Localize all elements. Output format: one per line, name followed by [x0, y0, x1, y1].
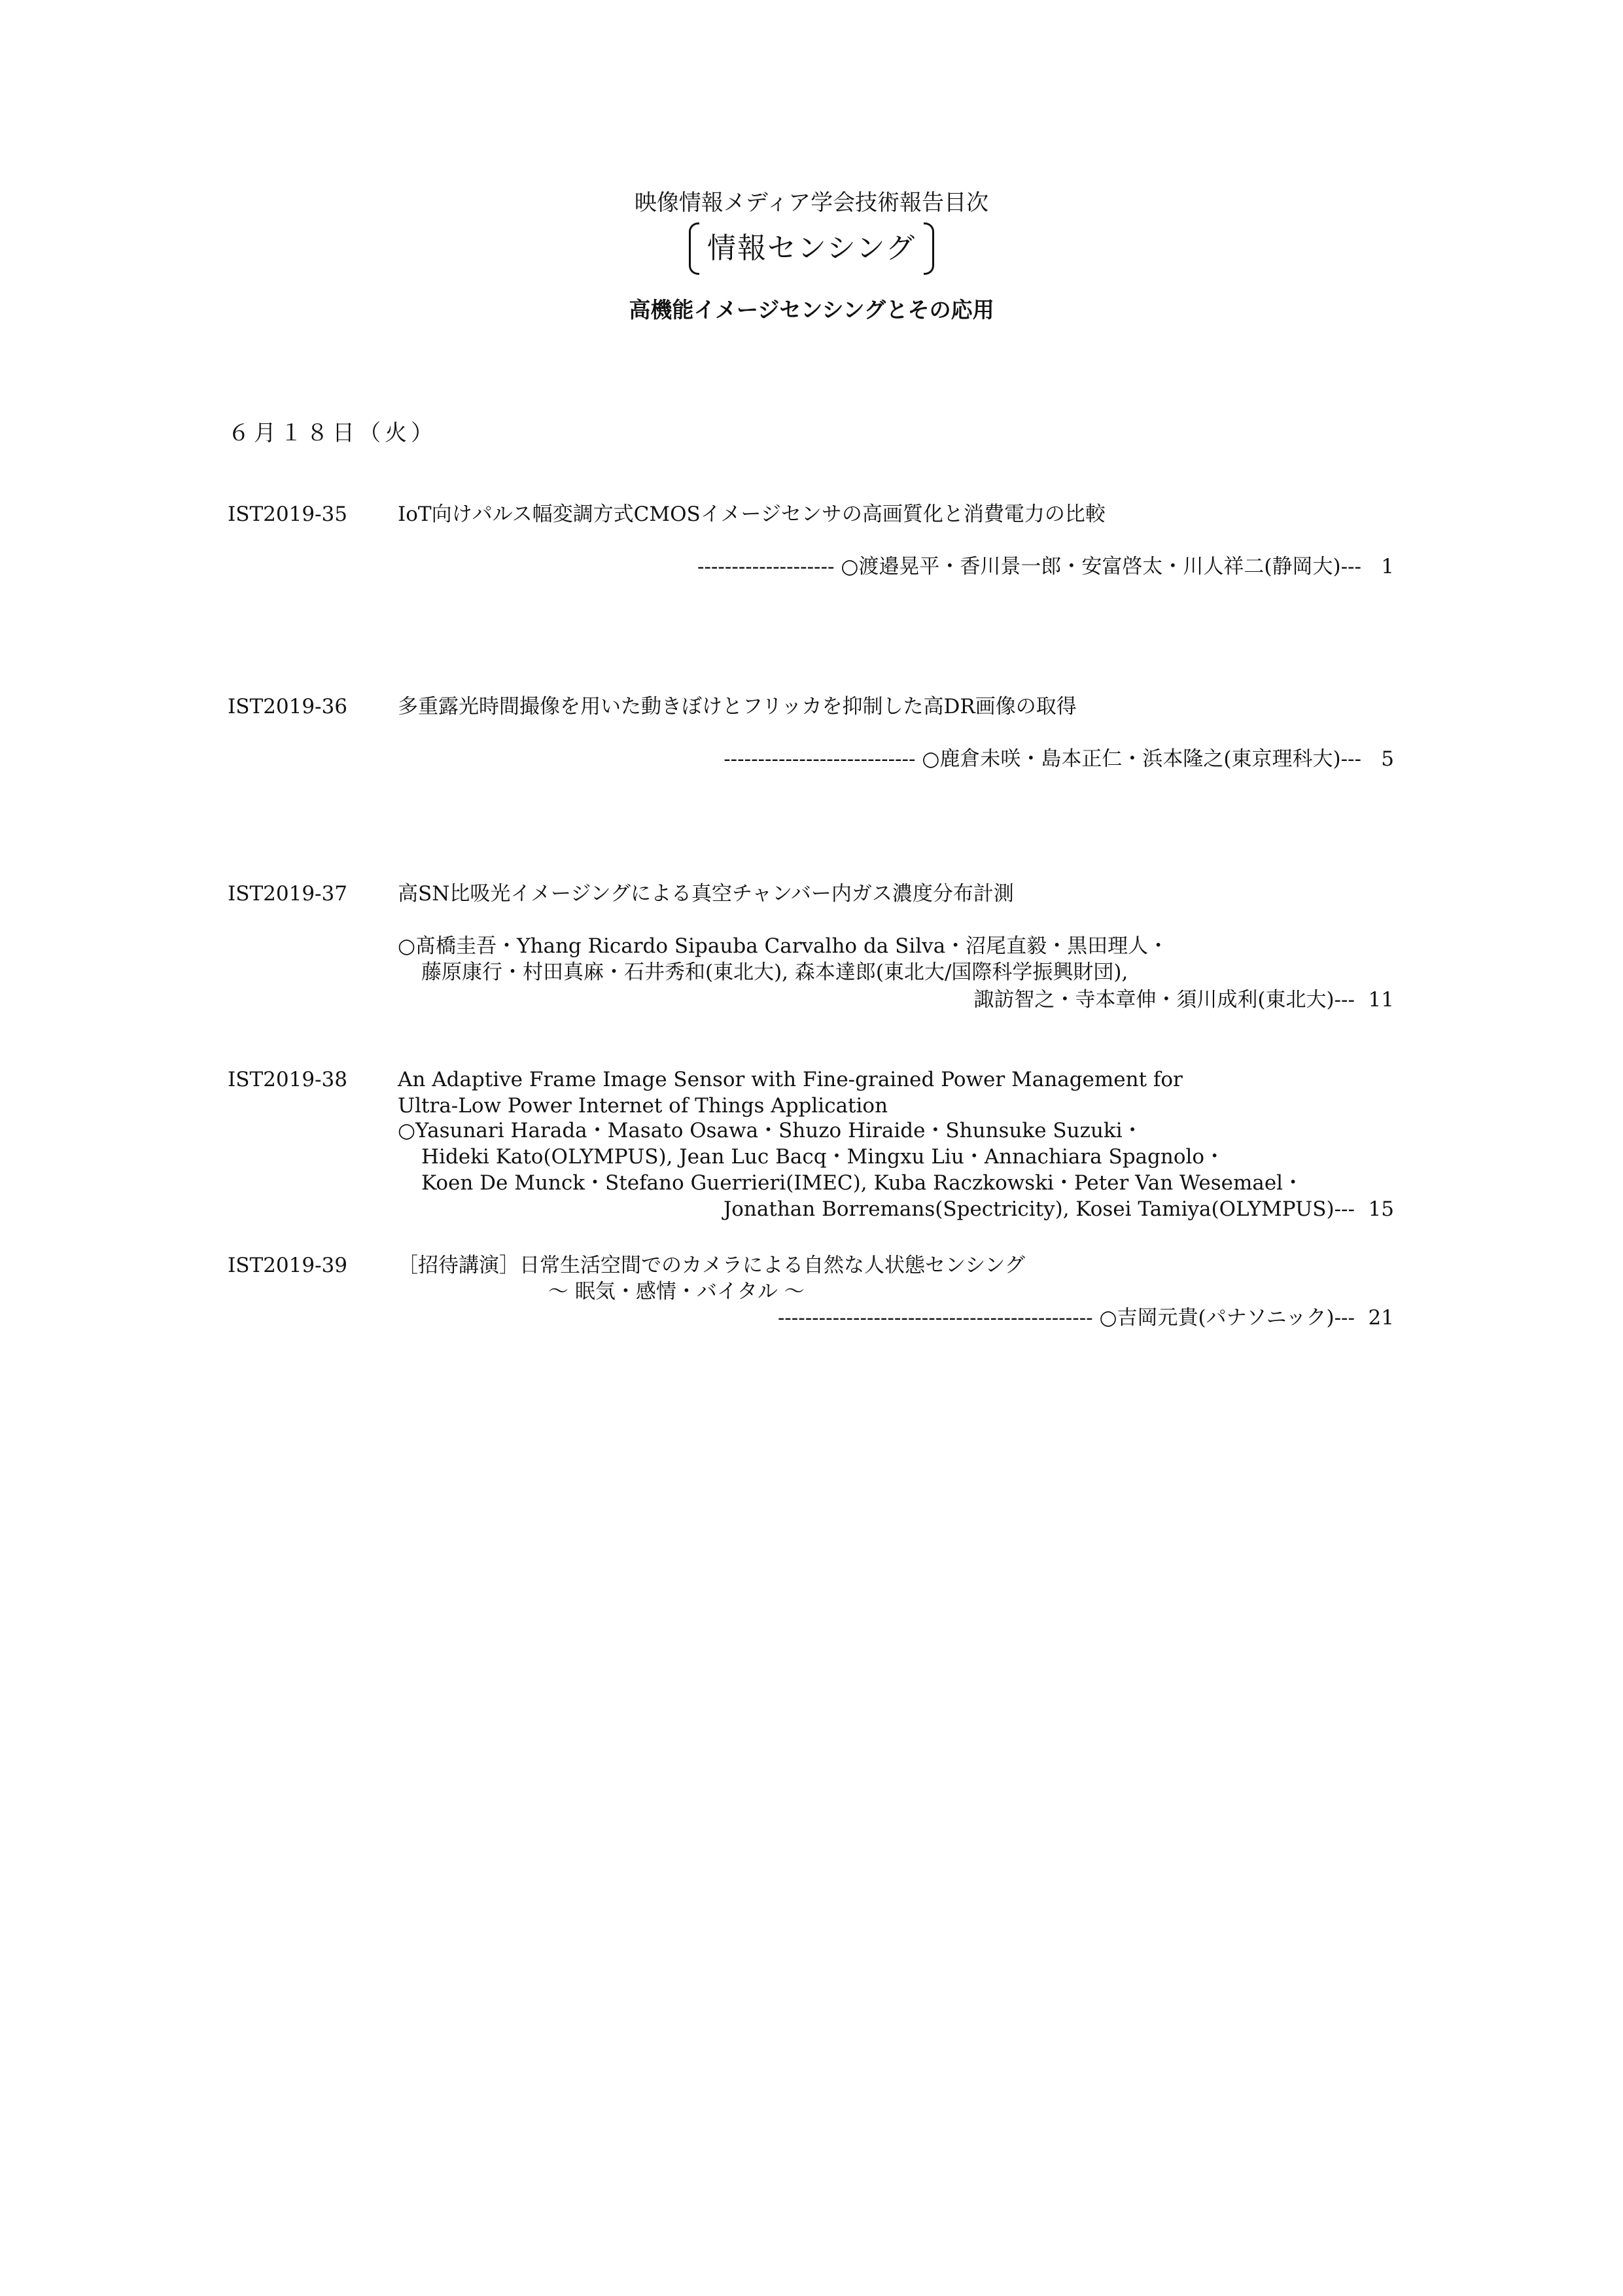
paper-code: IST2019-38 — [228, 1068, 347, 1091]
paper-title-line: ～ 眠気・感情・バイタル ～ — [548, 1280, 805, 1303]
paper-title: 多重露光時間撮像を用いた動きぼけとフリッカを抑制した高DR画像の取得 — [398, 695, 1077, 718]
paper-authors-line: 諏訪智之・寺本章伸・須川成利(東北大)--- — [973, 988, 1355, 1012]
paper-code: IST2019-37 — [228, 882, 347, 906]
paper-title: 高SN比吸光イメージングによる真空チャンバー内ガス濃度分布計測 — [398, 882, 1014, 906]
category-heading — [0, 222, 1623, 275]
page-number: 11 — [1368, 988, 1394, 1012]
paper-code: IST2019-35 — [228, 503, 347, 526]
paper-title: IoT向けパルス幅変調方式CMOSイメージセンサの高画質化と消費電力の比較 — [398, 503, 1106, 526]
page-number: 5 — [1381, 747, 1394, 771]
paper-authors: ---------------------------- ○鹿倉未咲・島本正仁・浜本隆之(東京理科大)--- — [724, 747, 1361, 771]
paper-title-line: An Adaptive Frame Image Sensor with Fine-grained Power Management for — [398, 1068, 1183, 1091]
page-number: 21 — [1368, 1306, 1394, 1330]
paper-authors-line: Koen De Munck・Stefano Guerrieri(IMEC), Kuba Raczkowski・Peter Van Wesemael・ — [421, 1171, 1304, 1195]
session-subtitle: 高機能イメージセンシングとその応用 — [629, 297, 994, 323]
report-title: 映像情報メディア学会技術報告目次 — [634, 190, 989, 216]
paper-authors-line: ○Yasunari Harada・Masato Osawa・Shuzo Hiraide・Shunsuke Suzuki・ — [398, 1119, 1143, 1142]
paper-authors: -------------------- ○渡邉晃平・香川景一郎・安富啓太・川人祥二(静岡大)--- — [697, 555, 1361, 578]
paper-authors: ---------------------------------------------- ○吉岡元貴(パナソニック)--- — [777, 1306, 1355, 1330]
page-number: 15 — [1368, 1197, 1394, 1221]
category-label: 情報センシング — [707, 232, 916, 265]
paper-title-line: Ultra-Low Power Internet of Things Application — [398, 1094, 888, 1118]
session-date: ６月１８日（火） — [228, 420, 437, 446]
left-bracket-icon — [689, 222, 699, 275]
paper-authors-line: ○髙橋圭吾・Yhang Ricardo Sipauba Carvalho da Silva・沼尾直毅・黒田理人・ — [398, 934, 1169, 958]
paper-title-line: ［招待講演］日常生活空間でのカメラによる自然な人状態センシング — [398, 1254, 1025, 1277]
paper-code: IST2019-36 — [228, 695, 347, 718]
right-bracket-icon — [924, 222, 934, 275]
paper-authors-line: Hideki Kato(OLYMPUS), Jean Luc Bacq・Mingxu Liu・Annachiara Spagnolo・ — [421, 1145, 1225, 1169]
paper-code: IST2019-39 — [228, 1254, 347, 1277]
paper-authors-line: Jonathan Borremans(Spectricity), Kosei Tamiya(OLYMPUS)--- — [723, 1197, 1355, 1221]
paper-authors-line: 藤原康行・村田真麻・石井秀和(東北大), 森本達郎(東北大/国際科学振興財団), — [421, 961, 1128, 984]
page-number: 1 — [1381, 555, 1394, 578]
